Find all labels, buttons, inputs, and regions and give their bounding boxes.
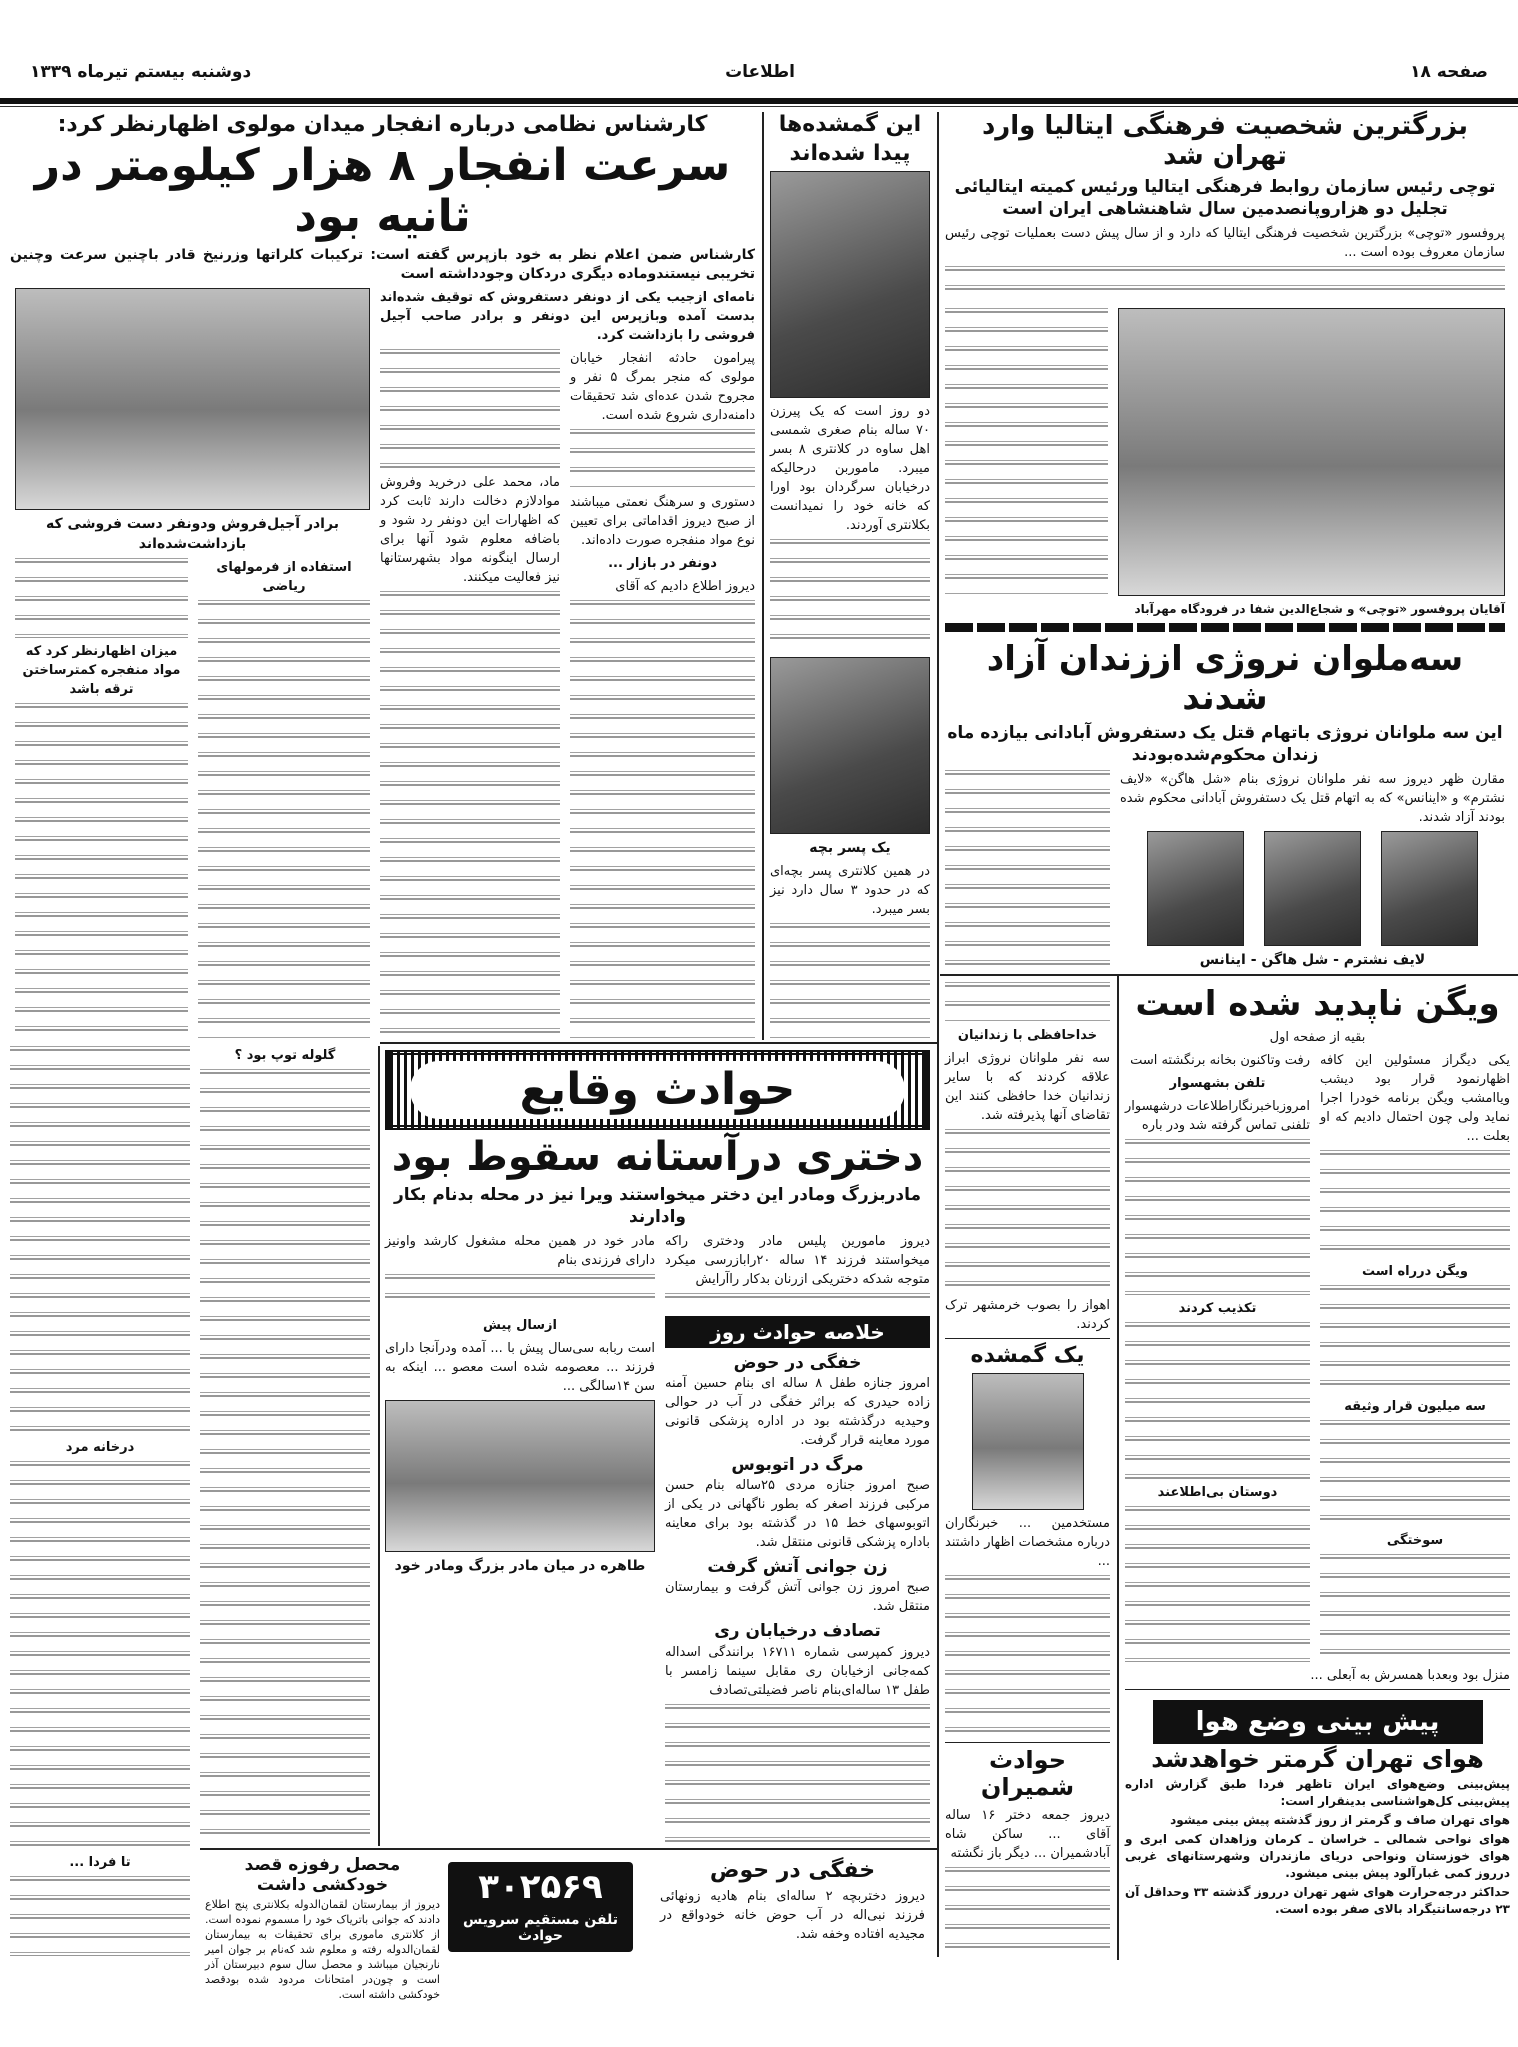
photo-sailor [1381,831,1478,946]
pool-article [660,1858,925,1944]
explosion-columns [10,288,755,1038]
article-text-block [10,1046,190,1434]
section-subhead: استفاده از فرمولهای ریاضی [216,560,352,595]
left-column-left [10,1046,190,1956]
photo-caption: یک پسر بچه [809,840,891,857]
photo-caption: آقایان پروفسور «توچی» و شجاع‌الدین شفا در فرودگاه مهرآباد [1134,602,1505,616]
section-subhead: سه میلیون قرار وثیقه [1344,1398,1486,1414]
headline: ویگن ناپدید شده است [1135,984,1500,1024]
article-text-block [1320,1285,1510,1393]
divider [1125,1689,1510,1690]
daily-summary-column [665,1232,930,1844]
explosion-article [10,112,755,1038]
headline: دختری درآستانه سقوط بود [391,1134,924,1180]
article-body: رفت وتاکنون بخانه برنگشته است [1130,1053,1310,1069]
section-subhead: دونفر در بازار ... [608,556,717,572]
article-body: منزل بود وبعدبا همسرش به آبعلی ... [1310,1668,1510,1683]
column-divider [1117,975,1119,1960]
section-subhead: سوختگی [1386,1533,1444,1549]
masthead-rule-thin [0,106,1518,107]
article-text-block [15,703,188,1038]
summary-item-body: امروز جنازه طفل ۸ ساله ای بنام حسین آمنه زاده حیدری که براثر خفگی در آب در حوالی وحیدیه درگذشته بود در اداره پزشکی قانونی مورد معاینه قرار گرفت. [665,1376,930,1449]
kicker: کارشناس نظامی درباره انفجار میدان مولوی اظهارنظر کرد: [57,112,708,137]
column-divider [378,1046,380,1846]
article-body: مقارن ظهر دیروز سه نفر ملوانان نروژی بنام «شل هاگن» «لایف نشترم» و «اینانس» که به اتهام قتل یک دستفروش آبادانی محکوم شده بودند آزاد شدند. [1120,772,1505,826]
weather-banner: پیش بینی وضع هوا [1153,1700,1483,1744]
summary-item [665,1620,930,1699]
headline: خفگی در حوض [709,1858,876,1883]
article-body: هوای تهران صاف و گرمتر از روز گذشته پیش بینی میشود [1170,1812,1510,1827]
article-text-block [198,600,370,1038]
article-text-block [10,1461,190,1849]
text-column [198,558,370,1038]
article-text-block [1320,1554,1510,1662]
section-subhead: میزان اظهارنظر کرد که مواد منفجره کمترساختن ترقه باشد [22,644,181,698]
divider [945,1742,1110,1743]
article-text-block [1125,1506,1310,1662]
photo-row [945,308,1505,596]
headline: حوادث شمیران [980,1745,1075,1802]
hotline-number: ۳۰۲۵۶۹ [478,1867,603,1907]
headline: سرعت انفجار ۸ هزار کیلومتر در ثانیه بود [34,140,731,242]
text-column-pair [15,558,370,1038]
article-text-block [945,1575,1110,1738]
section-subhead: ویگن درراه است [1361,1263,1469,1279]
article-text-block [770,539,930,654]
hotline-box [448,1862,633,1952]
page-number: صفحه ۱۸ [1410,62,1488,82]
headline: سه‌ملوان نروژی اززندان آزاد شدند [986,639,1464,719]
article-text-block [1320,1420,1510,1528]
vigen-article [1125,985,1510,1690]
article-body: پیرامون حادثه انفجار خیابان مولوی که منجر بمرگ ۵ نفر و مجروح شدن عده‌ای شد تحقیقات دامنه‌داری شروع شده است. [570,351,755,424]
section-subhead: درخانه مرد [65,1440,135,1455]
sailors-article [945,640,1505,970]
dashed-rule [945,623,1505,632]
article-text-block [665,1293,930,1312]
subhead: کارشناس ضمن اعلام نظر به خود بازپرس گفته است: ترکیبات کلراتها وزرنیخ قادر باچنین سرعت وچنین تخریبی نیستندوماده دیگری دردکان وجودداشته است [10,247,755,283]
article-body: پیش‌بینی وضع‌هوای ایران تاظهر فردا طبق گزارش اداره پیش‌بینی کل‌هواشناسی بدینقرار است: [1125,1776,1510,1808]
sailor-photos [1120,831,1505,946]
article-body: است ربابه سی‌سال پیش با ... آمده ودرآنجا دارای فرزند ... معصومه شده است معصو ... اینکه به سن ۱۴سالگی ... [385,1341,655,1395]
divider [945,1338,1110,1339]
article-body: دیروز اطلاع دادیم که آقای [615,579,755,595]
photo-arrival [1118,308,1505,596]
article-body: هوای نواحی شمالی ـ خراسان ـ کرمان وزاهدان کمی ابری و هوای خوزستان ونواحی دریای مازندران وشهرستانهای غربی درروز کمی غبارآلود پیش بینی میشود. [1125,1831,1510,1880]
newspaper-name: اطلاعات [725,62,795,82]
events-banner [385,1050,930,1130]
summary-item [665,1556,930,1616]
student-article [205,1856,440,2002]
sailors-columns [945,770,1505,970]
section-divider [940,974,1518,976]
article-text-block [380,591,560,1038]
column-divider [937,112,939,1957]
girl-article [385,1050,930,1844]
article-text-block [945,770,1110,970]
masthead-rule [0,98,1518,104]
article-text-block [945,982,1110,1022]
article-body: مستخدمین ... خبرنگاران درباره مشخصات اظهار داشتند ... [945,1515,1110,1569]
article-body: پروفسور «توچی» بزرگترین شخصیت فرهنگی ایتالیا که دارد و از سال پیش دست بعملیات توچی رئیس سازمان معروف بوده است ... [945,225,1505,260]
headline: محصل رفوزه قصد خودکشی داشت [244,1855,401,1895]
subhead: نامه‌ای ازجیب یکی از دونفر دستفروش که توقیف شده‌اند بدست آمده وبازپرس این دونفر و برادر صاحب آجیل فروشی را بازداشت کرد. [380,290,755,344]
article-body: دیروز مامورین پلیس مادر ودختری راکه میخواستند فرزند ۱۴ ساله ۲۰رابازرسی میکرد متوجه شدکه دختریکی ازرنان بدکار راآرایش [665,1234,930,1288]
headline: پیدا شده‌اند [789,141,911,167]
section-divider [200,1848,937,1850]
hotline-label: تلفن مستقیم سرویس حوادث [462,1912,619,1944]
column-divider [762,112,764,1040]
article-body: دو روز است که یک پیرزن ۷۰ ساله بنام صغری شمسی اهل ساوه در کلانتری ۸ بسر میبرد. ماموربن درحالیکه درخیابان سرگردان بود اورا که خانه خود را نمیدانست بکلانتری آوردند. [770,403,930,533]
text-column [15,558,188,1038]
summary-item-body: دیروز کمپرسی شماره ۱۶۷۱۱ برانندگی اسداله کمه‌جانی ازخیابان ری مقابل سینما زامسر با طفل ۱۳ ساله‌ای‌بنام ناصر فضیلتی‌تصادف [665,1644,930,1698]
article-text-block [385,1274,655,1312]
section-subhead: تا فردا ... [69,1855,131,1870]
section-subhead: تلفن بشهسوار [1169,1076,1266,1092]
summary-item-body: صبح امروز زن جوانی آتش گرفت و بیمارستان منتقل شد. [665,1580,930,1615]
article-body: اهواز را بصوب خرمشهر ترک کردند. [945,1298,1110,1333]
summary-item-title: مرگ در اتوبوس [731,1455,864,1476]
sailors-main [1120,770,1505,970]
article-body: حداکثر درجه‌حرارت هوای شهر تهران درروز گذشته ۳۳ وحداقل آن ۲۳ درجه‌سانتیگراد بالای صفر بوده است. [1125,1884,1510,1916]
events-banner-title: حوادث وقایع [410,1061,905,1119]
article-text-block [665,1704,930,1844]
text-column [380,349,560,1038]
article-text-block [770,923,930,1038]
article-text-block [945,1129,1110,1292]
summary-item-body: صبح امروز جنازه مردی ۲۵ساله بنام حسن مرکبی فرزند اصغر که بطور ناگهانی در یکی از اتوبوسهای خط ۱۵ در گذشته بود برای معاینه باداره پزشکی قانونی منتقل شد. [665,1478,930,1551]
photo-family [385,1400,655,1552]
photo-suspects [15,288,370,510]
article-body: مادر خود در همین محله مشغول کارشد واونیز دارای فرزندی بنام [385,1234,655,1269]
text-column [570,349,755,1038]
photo-sailor [1147,831,1244,946]
article-text-block [570,429,755,489]
article-body: دیروز از بیمارستان لقمان‌الدوله بکلانتری پنج اطلاع دادند که جوانی باتریاک خود را مسموم نموده است. از کلانتری ماموری برای تحقیقات به بیمارستان لقمان‌الدوله رفته و معلوم شد که‌نام بر جوان امیر نارنجیان میباشد و محصل سال سوم دبیرستان آذر است و چون‌در امتحانات مردود شده بودقصد خودکشی داشته است. [205,1898,440,2002]
explosion-text-columns [380,288,755,1038]
summary-item-title: خفگی در حوض [733,1353,862,1374]
headline: بزرگترین شخصیت فرهنگی ایتالیا وارد تهران شد [981,111,1469,171]
section-subhead: تکذیب کردند [1178,1301,1257,1317]
article-body: ماد، محمد علی درخرید وفروش موادلازم دخالت دارند ثابت کرد که اظهارات این دونفر رد شود و باضافه معلوم شود آنها برای ارسال اینگونه مواد بشهرستانها نیز فعالیت میکنند. [380,475,560,586]
section-subhead: خداحافظی با زندانیان [957,1028,1098,1043]
subhead: این سه ملوانان نروژی باتهام قتل یک دستفروش آبادانی بیازده ماه زندان محکوم‌شده‌بودند [947,723,1503,766]
photo-column [15,288,370,1038]
section-divider [380,1042,937,1044]
article-body: دستوری و سرهنگ نعمتی میباشند از صبح دیروز اقداماتی برای تعیین نوع مواد منفجره صورت داده‌اند. [570,495,755,549]
article-body: یکی دیگراز مسئولین این کافه اظهارنمود قرار بود دیشب ویاامشب ویگن برنامه خودرا اجرا نماید ولی چون احتمال دادیم که او بعلت ... [1320,1053,1510,1145]
article-text-block [10,1876,190,1956]
article-text-block [1320,1150,1510,1258]
weather-article [1125,1700,1510,2000]
italy-article [945,112,1505,632]
headline: یک گمشده [970,1343,1085,1369]
headline: هوای تهران گرمتر خواهدشد [1151,1745,1484,1773]
article-body: سه نفر ملوانان نروژی ابراز علاقه کردند که با سایر زندانیان خدا حافظی کنند این تقاضای آنها پذیرفته شد. [945,1051,1110,1123]
article-body: دیروز جمعه دختر ۱۶ ساله آقای ... ساکن شاه آبادشمیران ... دیگر باز نگشته [945,1808,1111,1862]
photo-child [770,657,930,834]
subhead: مادربزرگ ومادر این دختر میخواستند ویرا نیز در محله بدنام بکار وادارند [393,1185,922,1228]
left-column-right [200,1046,370,1842]
article-text-block [1125,1322,1310,1478]
headline: این گمشده‌ها [778,112,922,137]
vigen-columns [1125,1051,1510,1662]
article-text-block [15,558,188,638]
article-body: دیروز دختربچه ۲ ساله‌ای بنام هادیه زونهائی فرزند نبی‌اله در آب حوض خانه خودواقع در مجیدیه افتاده وخفه شد. [660,1889,925,1943]
summary-item [665,1454,930,1552]
article-text-block [1125,1139,1310,1295]
subhead: توچی رئیس سازمان روابط فرهنگی ایتالیا ورئیس کمیته ایتالیائی تجلیل دو هزاروپانصدمین سال شاهنشاهی ایران است [954,176,1496,219]
text-column [1125,1051,1310,1662]
photo-missing-man [972,1373,1084,1510]
section-subhead: گلوله توپ بود ؟ [234,1048,336,1063]
section-subhead: ازسال پیش [483,1318,557,1334]
photo-caption: برادر آجیل‌فروش ودونفر دست فروشی که بازداشت‌شده‌اند [46,516,339,553]
article-text-block [945,266,1505,304]
photo-caption: لایف نشترم - شل هاگن - اینانس [1199,952,1426,968]
text-column-pair [380,349,755,1038]
mid-right-column [945,982,1110,1957]
article-body: امروزباخبرنگاراطلاعات درشهسوار تلفنی تماس گرفته شد ودر باره [1124,1099,1310,1134]
summary-item [665,1352,930,1450]
article-text-block [380,349,560,469]
article-text-block [945,1867,1110,1957]
issue-date: دوشنبه بیستم تیرماه ۱۳۳۹ [30,62,252,82]
summary-item-title: زن جوانی آتش گرفت [707,1557,888,1578]
girl-text-column [385,1232,655,1844]
photo-sailor [1264,831,1361,946]
summary-banner: خلاصه حوادث روز [665,1316,930,1348]
article-text-block [570,600,755,1038]
article-body: در همین کلانتری پسر بچه‌ای که در حدود ۳ سال دارد نیز بسر میبرد. [770,864,930,918]
found-missing-article [770,112,930,1038]
summary-item-title: تصادف درخیابان ری [714,1621,881,1642]
text-column [1320,1051,1510,1662]
article-text-block [945,308,1108,596]
girl-columns [385,1232,930,1844]
photo-caption: طاهره در میان مادر بزرگ ومادر خود [394,1558,646,1575]
photo-old-woman [770,171,930,398]
section-subhead: دوستان بی‌اطلاعند [1157,1484,1278,1500]
continued-note: بقیه از صفحه اول [1269,1030,1366,1046]
article-text-block [200,1069,370,1842]
